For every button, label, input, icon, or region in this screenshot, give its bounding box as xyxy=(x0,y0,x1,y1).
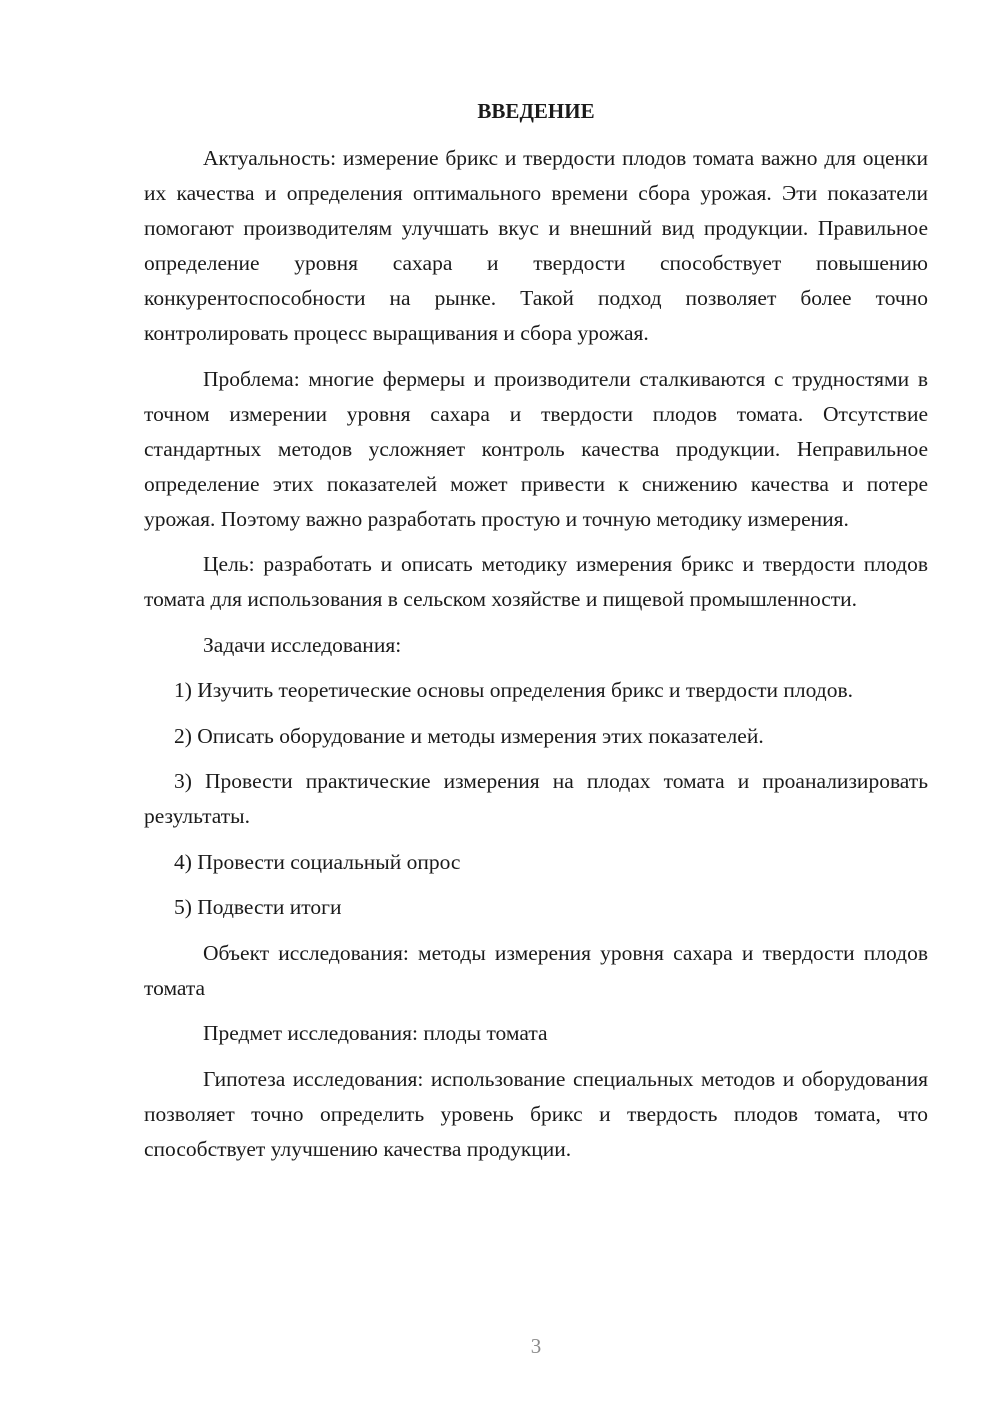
hypothesis-paragraph: Гипотеза исследования: использование специальных методов и оборудования позволяет точно определить уровень брикс и твердость плодов томата, что способствует улучшению качества продукции. xyxy=(144,1066,928,1161)
problem-paragraph: Проблема: многие фермеры и производители сталкиваются с трудностями в точном измерении уровня сахара и твердости плодов томата. Отсутствие стандартных методов усложняет контроль качества продукции. Неправильное определение этих показателей может привести к снижению качества и потере урожая. Поэтому важно разработать простую и точную методику измерения. xyxy=(144,366,928,531)
goal-paragraph: Цель: разработать и описать методику измерения брикс и твердости плодов томата для использования в сельском хозяйстве и пищевой промышленности. xyxy=(144,552,928,611)
task-item-2: 2) Описать оборудование и методы измерения этих показателей. xyxy=(174,723,764,748)
tasks-heading: Задачи исследования: xyxy=(203,632,402,657)
task-item-5: 5) Подвести итоги xyxy=(174,895,342,919)
task-item-4: 4) Провести социальный опрос xyxy=(174,849,461,874)
section-title: ВВЕДЕНИЕ xyxy=(477,99,595,123)
task-item-3: 3) Провести практические измерения на плодах томата и проанализировать результаты. xyxy=(144,769,928,828)
relevance-paragraph: Актуальность: измерение брикс и твердости плодов томата важно для оценки их качества и определения оптимального времени сбора урожая. Эти показатели помогают производителям улучшать вкус и внешний вид продукции. Правильное определение уровня сахара и твердости способствует повышению конкурентоспособности на рынке. Такой подход позволяет более точно контролировать процесс выращивания и сбора урожая. xyxy=(144,146,928,345)
task-item-1: 1) Изучить теоретические основы определения брикс и твердости плодов. xyxy=(174,678,853,702)
page-number: 3 xyxy=(530,1334,542,1358)
document-page xyxy=(144,94,928,1167)
object-paragraph: Объект исследования: методы измерения уровня сахара и твердости плодов томата xyxy=(144,940,928,1000)
subject-paragraph: Предмет исследования: плоды томата xyxy=(203,1021,548,1045)
